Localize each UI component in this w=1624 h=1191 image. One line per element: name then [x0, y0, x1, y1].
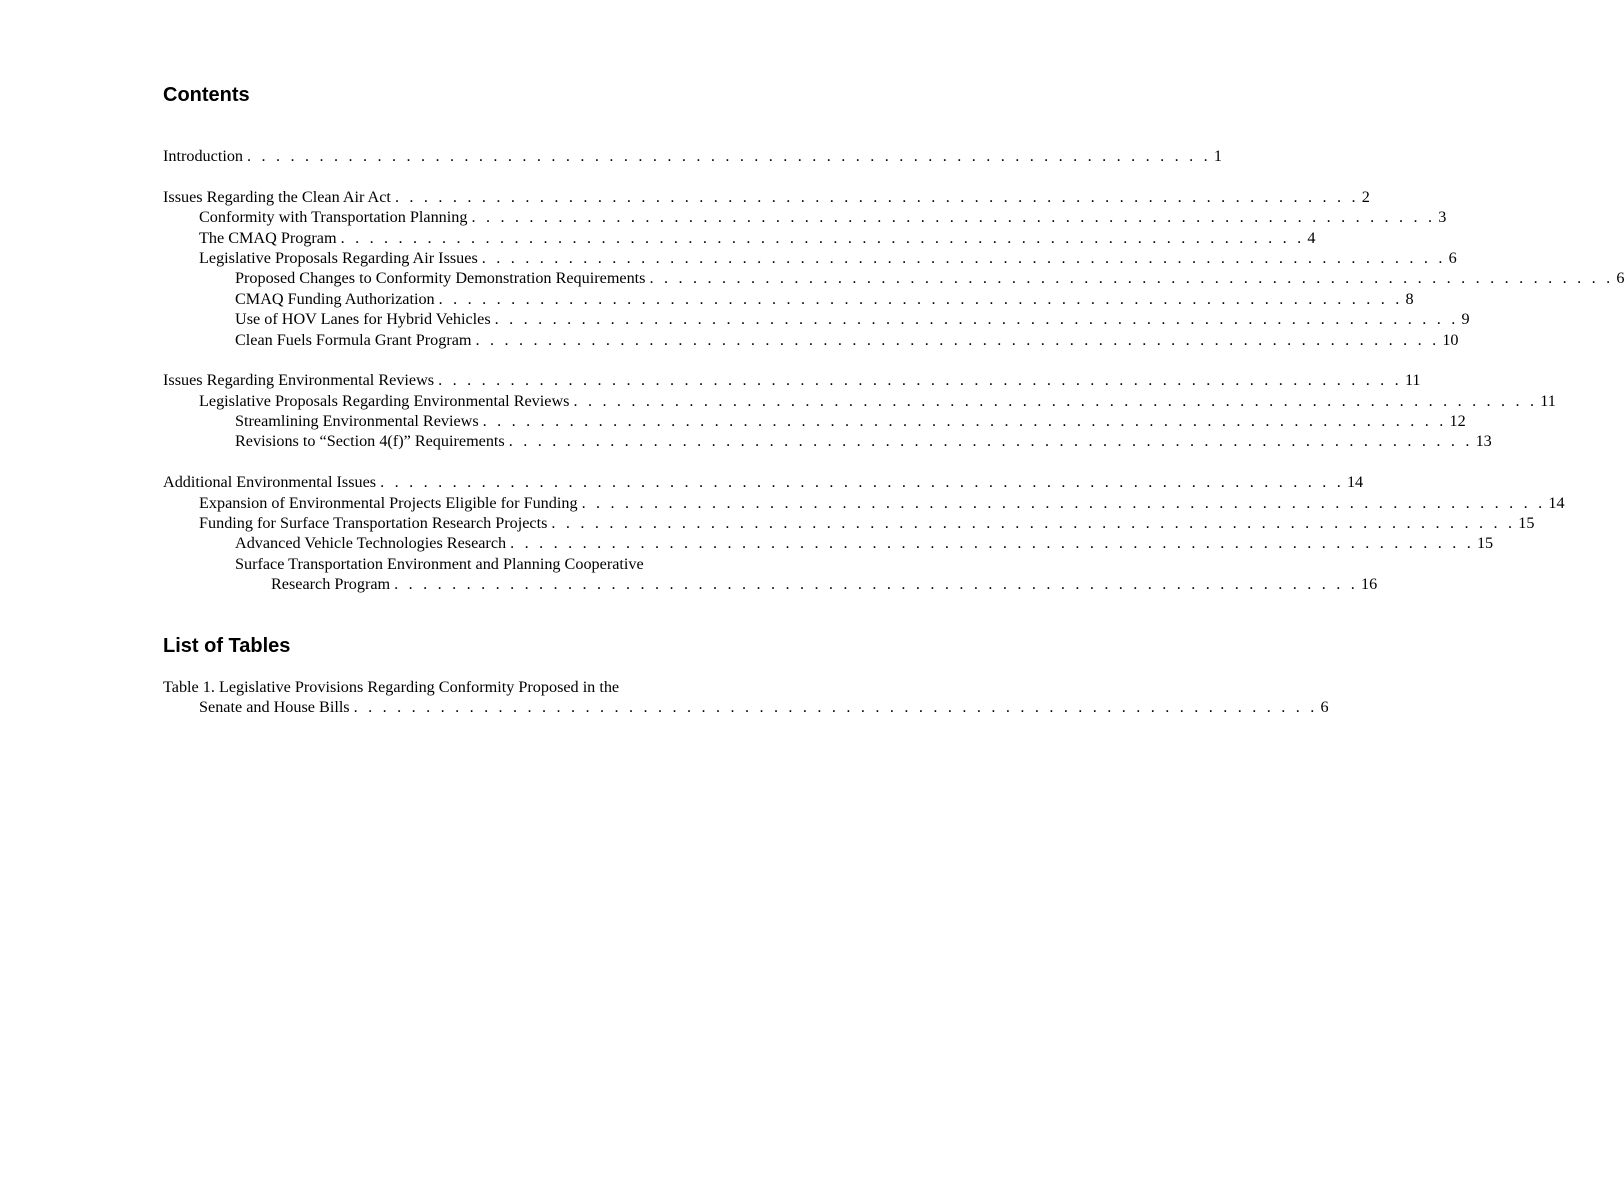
toc-entry[interactable] [163, 146, 1222, 166]
toc-entry-title: Streamlining Environmental Reviews [235, 412, 479, 431]
tables-list [163, 677, 1329, 718]
toc-entry[interactable] [163, 370, 1421, 390]
toc-entry-title: Revisions to “Section 4(f)” Requirements [235, 432, 505, 451]
toc-entry-title: Funding for Surface Transportation Research Projects [199, 514, 548, 533]
toc-entry-page: 14 [1346, 473, 1364, 492]
toc-entry[interactable] [163, 207, 1447, 227]
toc-entry-page: 11 [1404, 371, 1421, 390]
toc-entry-page: 8 [1405, 289, 1414, 308]
toc-entry[interactable] [163, 268, 1624, 288]
dot-leader: . . . . . . . . . . . . . . . . . . . . . . . . . . . . . . . . . . . . . . . . . . . . . . . . . . . . . . . . . . . . . . . . . . . [340, 228, 1305, 247]
toc-entry[interactable] [163, 187, 1370, 207]
toc-entry[interactable] [163, 513, 1535, 533]
dot-leader: . . . . . . . . . . . . . . . . . . . . . . . . . . . . . . . . . . . . . . . . . . . . . . . . . . . . . . . . . . . . . . . . . . . [551, 514, 1516, 533]
toc-entry-page: 13 [1475, 432, 1492, 451]
toc-entry[interactable] [163, 289, 1414, 309]
dot-leader: . . . . . . . . . . . . . . . . . . . . . . . . . . . . . . . . . . . . . . . . . . . . . . . . . . . . . . . . . . . . . . . . . . . [471, 208, 1436, 227]
toc-entry-first-line[interactable]: Surface Transportation Environment and Planning Cooperative [235, 554, 644, 573]
toc-entry[interactable] [163, 411, 1466, 431]
toc-entry[interactable] [163, 533, 1494, 553]
table-entry[interactable] [163, 697, 1329, 717]
toc-entry-page: 15 [1476, 534, 1494, 553]
toc-entry-title: Clean Fuels Formula Grant Program [235, 330, 472, 349]
dot-leader: . . . . . . . . . . . . . . . . . . . . . . . . . . . . . . . . . . . . . . . . . . . . . . . . . . . . . . . . . . . . . . . . . . . [649, 269, 1614, 288]
toc-entry[interactable] [163, 391, 1556, 411]
table-entry-first-line[interactable]: Table 1. Legislative Provisions Regarding Conformity Proposed in the [163, 678, 620, 696]
dot-leader: . . . . . . . . . . . . . . . . . . . . . . . . . . . . . . . . . . . . . . . . . . . . . . . . . . . . . . . . . . . . . . . . . . . [494, 310, 1459, 329]
table-entry-title: Senate and House Bills [199, 698, 350, 717]
toc-entry[interactable] [163, 309, 1470, 329]
toc-entry-title: Research Program [271, 575, 391, 594]
dot-leader: . . . . . . . . . . . . . . . . . . . . . . . . . . . . . . . . . . . . . . . . . . . . . . . . . . . . . . . . . . . . . . . . . . . [475, 330, 1440, 349]
table-entry-page: 6 [1320, 698, 1329, 717]
dot-leader: . . . . . . . . . . . . . . . . . . . . . . . . . . . . . . . . . . . . . . . . . . . . . . . . . . . . . . . . . . . . . . . . . . . [438, 371, 1402, 390]
toc-entry-page: 14 [1548, 493, 1565, 512]
dot-leader: . . . . . . . . . . . . . . . . . . . . . . . . . . . . . . . . . . . . . . . . . . . . . . . . . . . . . . . . . . . . . . . . . . . [573, 391, 1538, 410]
toc-entry-page: 10 [1442, 330, 1459, 349]
dot-leader: . . . . . . . . . . . . . . . . . . . . . . . . . . . . . . . . . . . . . . . . . . . . . . . . . . . . . . . . . . . . . . . . . . . [353, 698, 1318, 717]
toc-entry-page: 4 [1307, 228, 1316, 247]
toc-entry[interactable] [163, 472, 1364, 492]
toc-entry-title: Proposed Changes to Conformity Demonstration Requirements [235, 269, 646, 288]
toc-entry-title: Legislative Proposals Regarding Environmental Reviews [199, 391, 570, 410]
toc-entry-page: 2 [1361, 187, 1370, 206]
toc-entry-title: Use of HOV Lanes for Hybrid Vehicles [235, 310, 491, 329]
toc-entry-title: Issues Regarding the Clean Air Act [163, 187, 391, 206]
toc-entry[interactable] [163, 228, 1316, 248]
dot-leader: . . . . . . . . . . . . . . . . . . . . . . . . . . . . . . . . . . . . . . . . . . . . . . . . . . . . . . . . . . . . . . . . . . . [247, 147, 1211, 165]
toc-entry-title: CMAQ Funding Authorization [235, 289, 435, 308]
list-of-tables-heading: List of Tables [163, 635, 291, 657]
dot-leader: . . . . . . . . . . . . . . . . . . . . . . . . . . . . . . . . . . . . . . . . . . . . . . . . . . . . . . . . . . . . . . . . . . . [380, 473, 1344, 492]
toc-entry-title: Advanced Vehicle Technologies Research [235, 534, 507, 553]
toc-entry[interactable] [163, 574, 1378, 594]
toc-entry-page: 9 [1461, 310, 1470, 329]
dot-leader: . . . . . . . . . . . . . . . . . . . . . . . . . . . . . . . . . . . . . . . . . . . . . . . . . . . . . . . . . . . . . . . . . . . [482, 412, 1447, 431]
toc-entry-title: Introduction [163, 147, 244, 165]
toc-entry-page: 6 [1448, 248, 1457, 267]
dot-leader: . . . . . . . . . . . . . . . . . . . . . . . . . . . . . . . . . . . . . . . . . . . . . . . . . . . . . . . . . . . . . . . . . . . [394, 187, 1359, 206]
toc-entry[interactable] [163, 431, 1492, 451]
toc-entry[interactable] [163, 330, 1459, 350]
dot-leader: . . . . . . . . . . . . . . . . . . . . . . . . . . . . . . . . . . . . . . . . . . . . . . . . . . . . . . . . . . . . . . . . . . . [508, 432, 1473, 451]
dot-leader: . . . . . . . . . . . . . . . . . . . . . . . . . . . . . . . . . . . . . . . . . . . . . . . . . . . . . . . . . . . . . . . . . . . [510, 534, 1474, 553]
toc-entry-page: 16 [1360, 575, 1378, 594]
toc-entry-page: 15 [1518, 514, 1535, 533]
toc-entry-page: 6 [1616, 269, 1624, 288]
contents-list [163, 146, 1624, 595]
toc-entry[interactable] [163, 248, 1457, 268]
toc-entry-title: Conformity with Transportation Planning [199, 208, 468, 227]
toc-entry-title: Expansion of Environmental Projects Eligible for Funding [199, 493, 578, 512]
contents-heading: Contents [163, 84, 250, 106]
toc-entry-title: Issues Regarding Environmental Reviews [163, 371, 435, 390]
toc-entry[interactable] [163, 493, 1565, 513]
dot-leader: . . . . . . . . . . . . . . . . . . . . . . . . . . . . . . . . . . . . . . . . . . . . . . . . . . . . . . . . . . . . . . . . . . . [581, 493, 1546, 512]
dot-leader: . . . . . . . . . . . . . . . . . . . . . . . . . . . . . . . . . . . . . . . . . . . . . . . . . . . . . . . . . . . . . . . . . . . [394, 575, 1358, 594]
toc-entry-title: Legislative Proposals Regarding Air Issues [199, 248, 478, 267]
dot-leader: . . . . . . . . . . . . . . . . . . . . . . . . . . . . . . . . . . . . . . . . . . . . . . . . . . . . . . . . . . . . . . . . . . . [481, 248, 1446, 267]
toc-entry-page: 3 [1438, 208, 1447, 227]
toc-entry-page: 12 [1449, 412, 1466, 431]
toc-entry-title: The CMAQ Program [199, 228, 337, 247]
toc-entry-page: 11 [1540, 391, 1556, 410]
dot-leader: . . . . . . . . . . . . . . . . . . . . . . . . . . . . . . . . . . . . . . . . . . . . . . . . . . . . . . . . . . . . . . . . . . . [438, 289, 1403, 308]
toc-entry-page: 1 [1213, 147, 1222, 165]
toc-entry-title: Additional Environmental Issues [163, 473, 377, 492]
